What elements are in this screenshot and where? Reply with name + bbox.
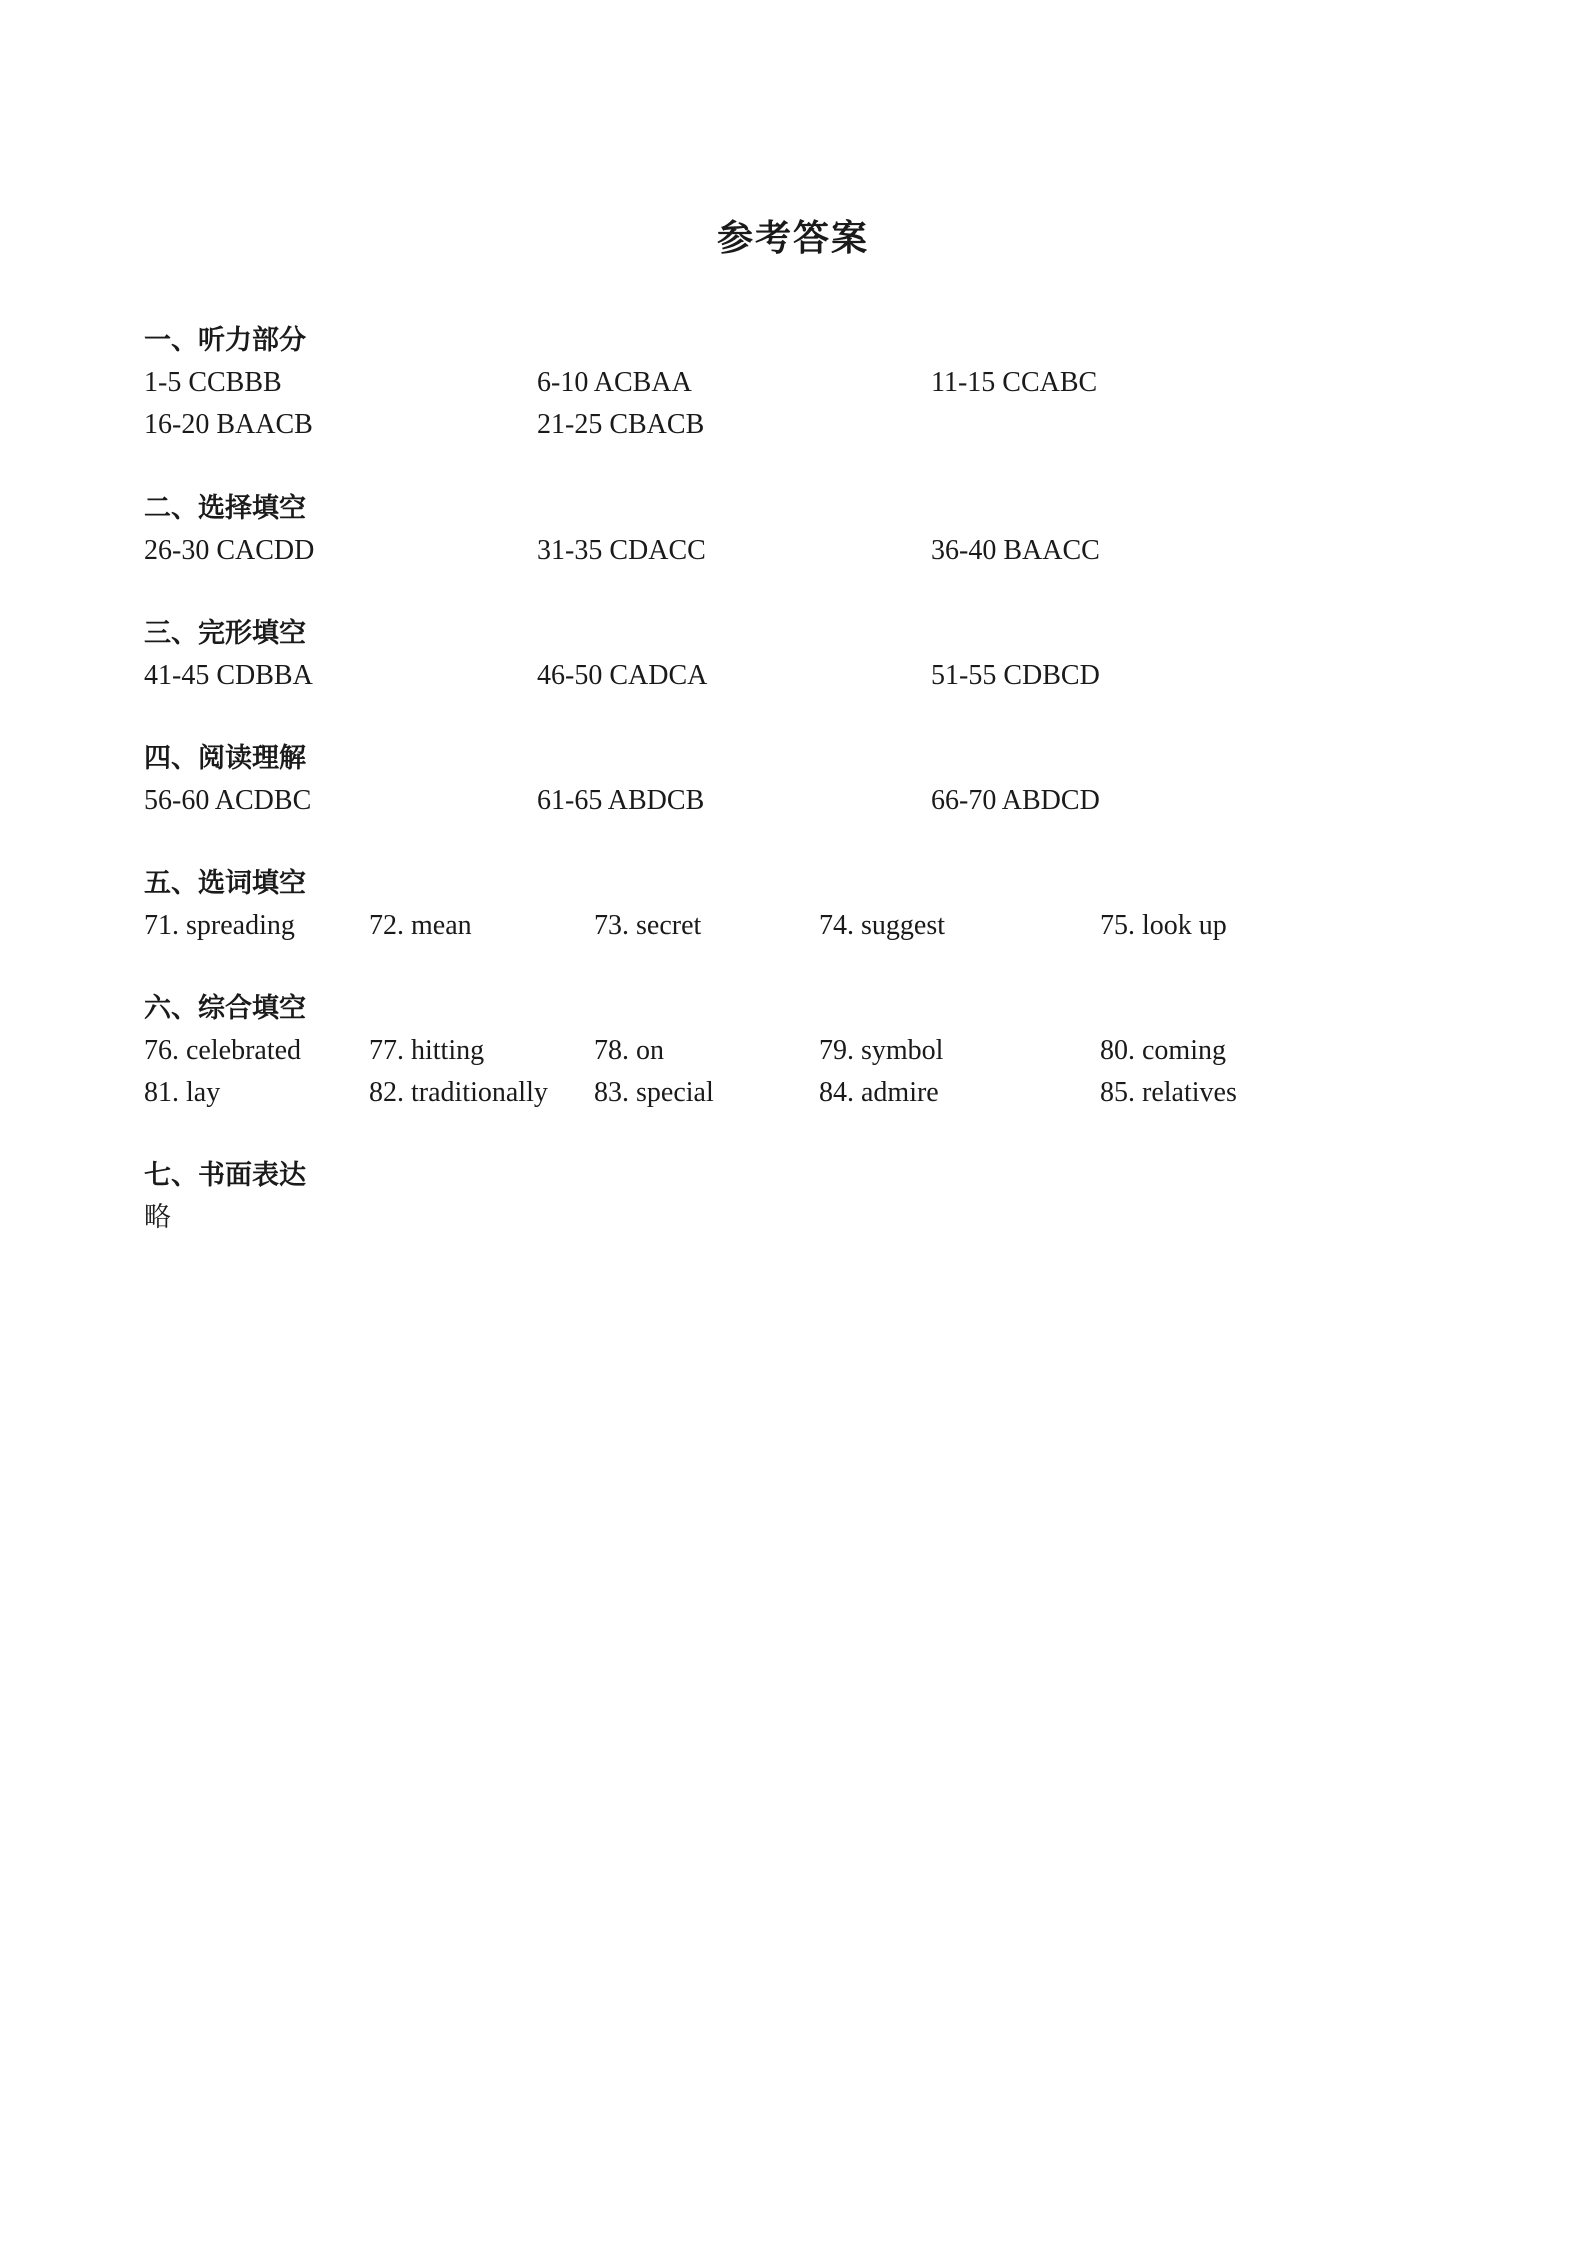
answer-group: 21-25 CBACB [537, 409, 705, 440]
answer-item: 78. on [594, 1035, 664, 1066]
section-listening [144, 320, 1444, 446]
answer-group: 16-20 BAACB [144, 409, 313, 440]
section-writing [144, 1155, 1444, 1239]
answer-row [144, 905, 1444, 947]
section-heading: 四、阅读理解 [144, 743, 306, 774]
answer-item: 80. coming [1100, 1035, 1226, 1066]
answer-row [144, 780, 1444, 822]
page-title: 参考答案 [716, 218, 869, 259]
answer-group: 51-55 CDBCD [931, 660, 1100, 691]
answer-row [144, 1030, 1444, 1072]
answer-row [144, 530, 1444, 572]
answer-item: 79. symbol [819, 1035, 944, 1066]
section-comprehensive [144, 988, 1444, 1114]
answer-item: 73. secret [594, 910, 702, 941]
answer-group: 31-35 CDACC [537, 535, 706, 566]
section-heading: 二、选择填空 [144, 493, 306, 524]
answer-item: 71. spreading [144, 910, 295, 941]
answer-item: 75. look up [1100, 910, 1227, 941]
section-word-fill [144, 863, 1444, 947]
answer-group: 11-15 CCABC [931, 367, 1098, 398]
answer-group: 61-65 ABDCB [537, 785, 705, 816]
answer-item: 74. suggest [819, 910, 945, 941]
answer-item: 85. relatives [1100, 1077, 1237, 1108]
section-reading [144, 738, 1444, 822]
answer-group: 6-10 ACBAA [537, 367, 692, 398]
answer-group: 46-50 CADCA [537, 660, 708, 691]
answer-group: 36-40 BAACC [931, 535, 1100, 566]
answer-group: 56-60 ACDBC [144, 785, 312, 816]
answer-group: 1-5 CCBBB [144, 367, 282, 398]
answer-group: 26-30 CACDD [144, 535, 315, 566]
answer-item: 83. special [594, 1077, 714, 1108]
answer-row [144, 655, 1444, 697]
answer-item: 84. admire [819, 1077, 939, 1108]
section-choice [144, 488, 1444, 572]
answer-row [144, 362, 1444, 404]
answer-item: 72. mean [369, 910, 472, 941]
section-heading: 五、选词填空 [144, 868, 306, 899]
answer-group: 41-45 CDBBA [144, 660, 313, 691]
answer-item: 81. lay [144, 1077, 221, 1108]
section-heading: 一、听力部分 [144, 325, 306, 356]
answer-row [144, 1072, 1444, 1114]
section-heading: 六、综合填空 [144, 993, 306, 1024]
section-heading: 七、书面表达 [144, 1160, 306, 1191]
answer-item: 82. traditionally [369, 1077, 548, 1108]
answer-item: 77. hitting [369, 1035, 485, 1066]
answer-group: 66-70 ABDCD [931, 785, 1100, 816]
section-cloze [144, 613, 1444, 697]
answer-row [144, 404, 1444, 446]
answer-item: 76. celebrated [144, 1035, 302, 1066]
writing-answer: 略 [144, 1202, 171, 1233]
section-heading: 三、完形填空 [144, 618, 306, 649]
